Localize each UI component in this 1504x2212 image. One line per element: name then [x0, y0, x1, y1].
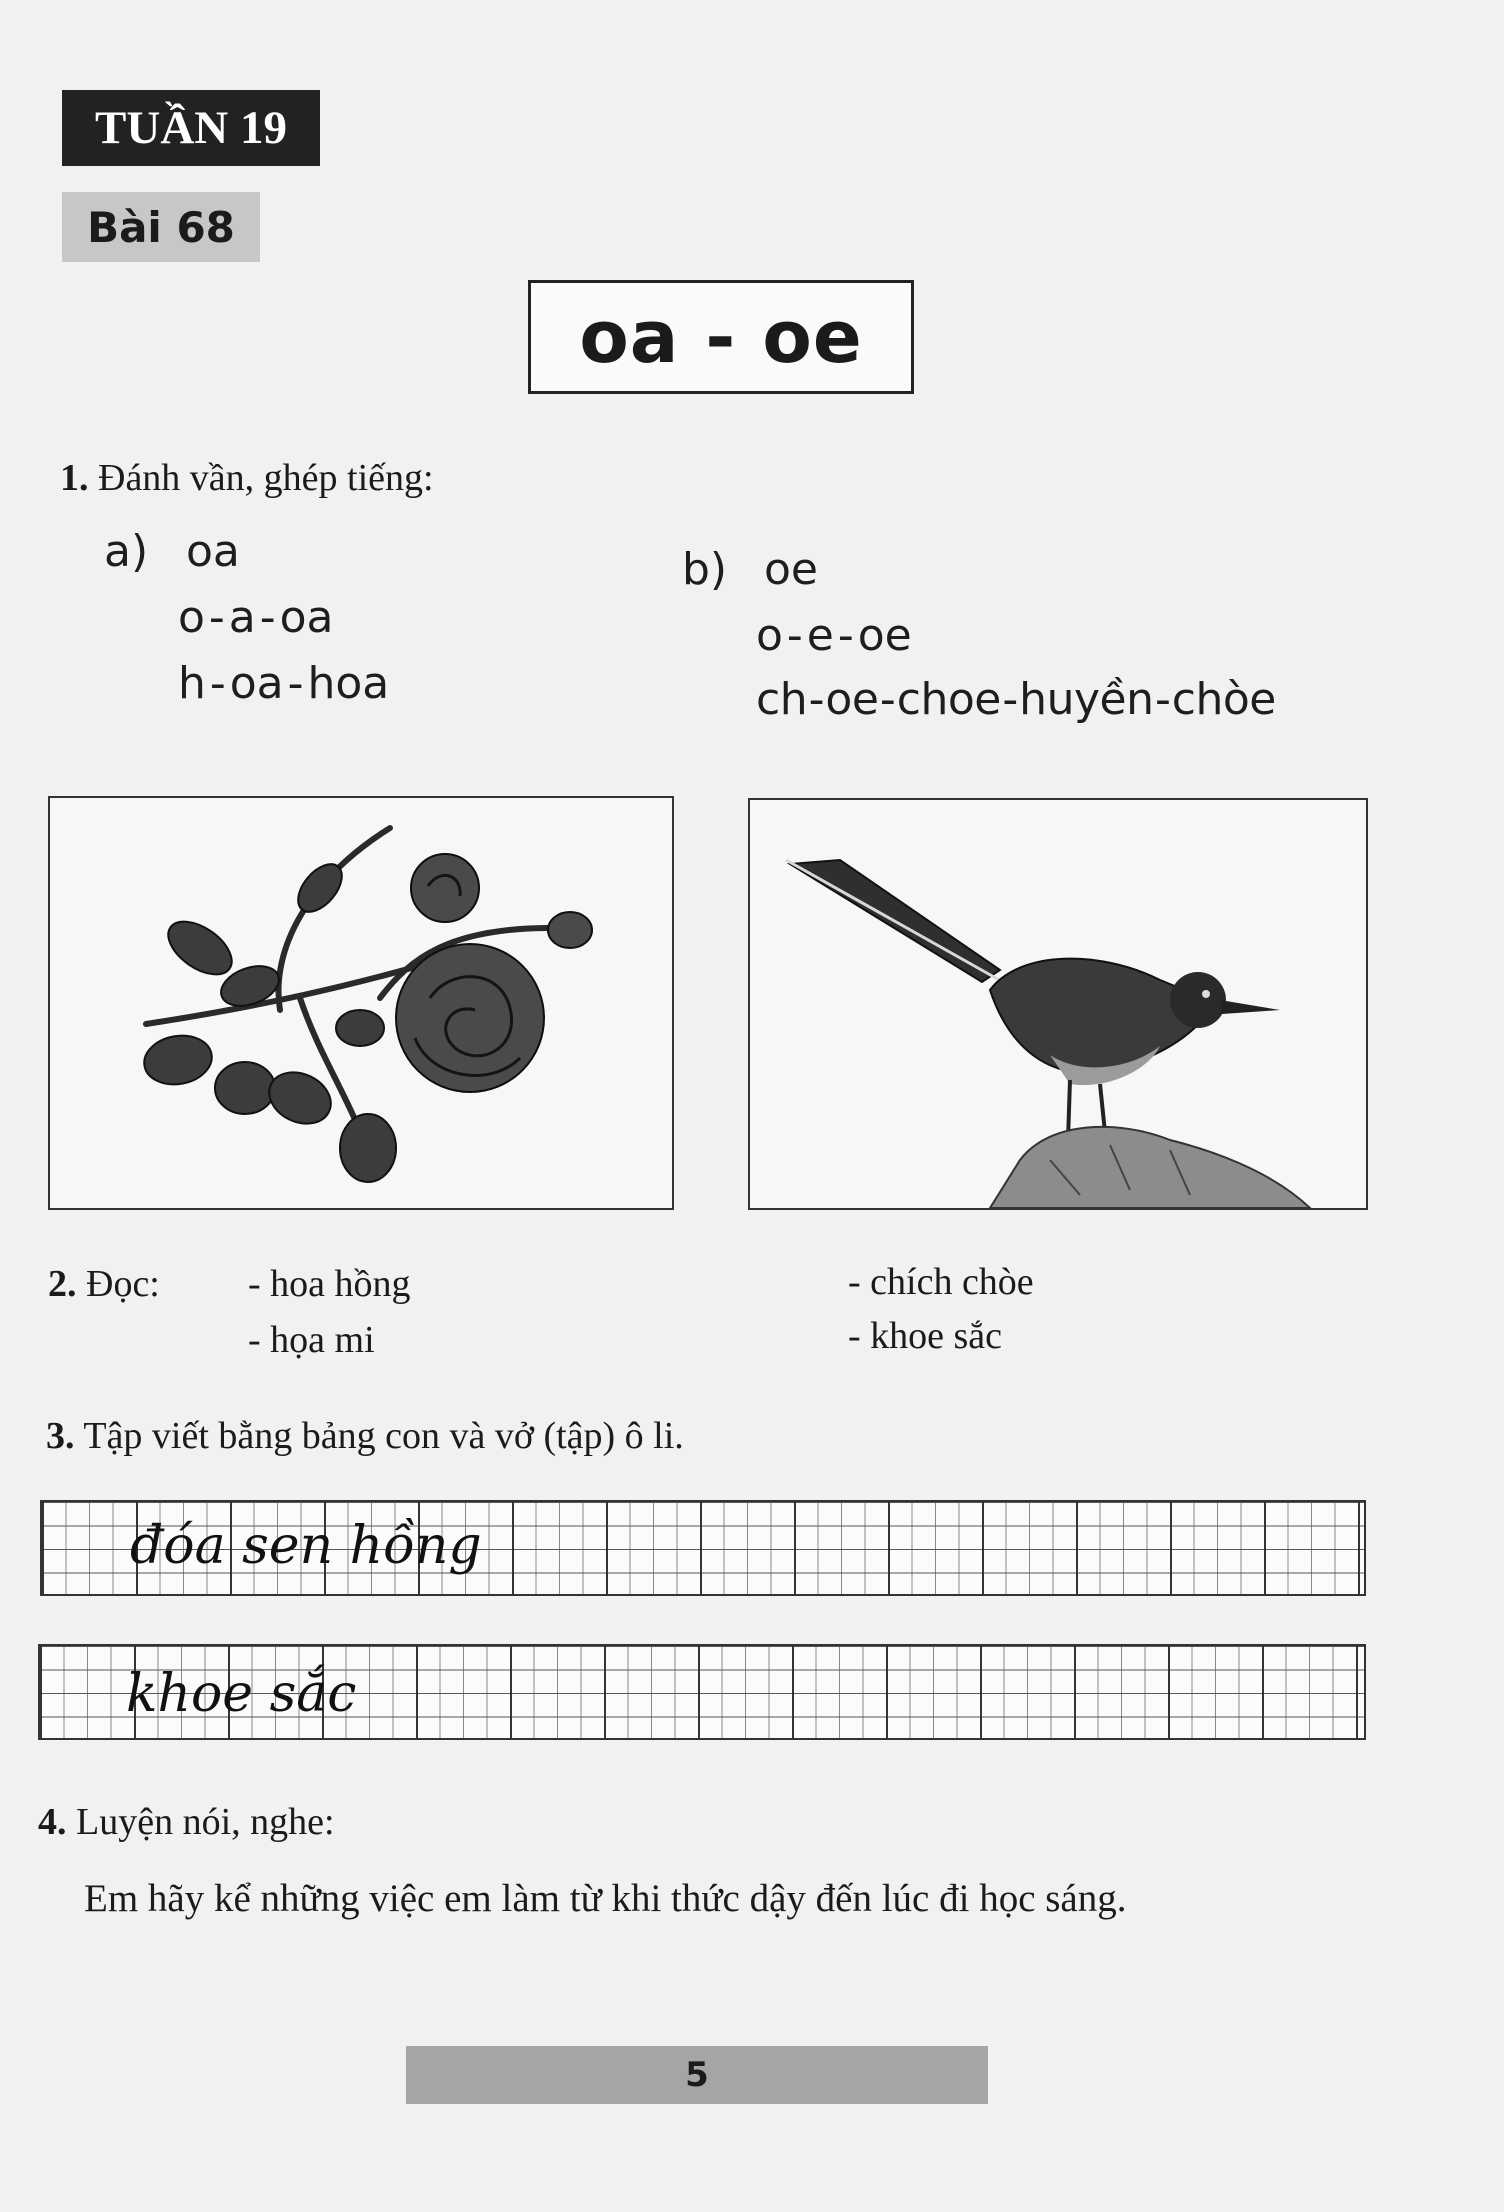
speaking-prompt: Em hãy kể những việc em làm từ khi thức dậy đến lúc đi học sáng.: [84, 1877, 1127, 1920]
section2-heading: [48, 1262, 160, 1306]
section1-heading: [60, 456, 434, 500]
part-a-line-2: h - oa - hoa: [178, 658, 390, 709]
section4-heading: [38, 1800, 335, 1844]
read-word-1: - hoa hồng: [248, 1263, 411, 1305]
part-b-line-2: ch - oe - choe - huyền - chòe: [756, 674, 1276, 725]
section3-number: 3.: [46, 1415, 75, 1457]
part-b-line-1: o - e - oe: [756, 610, 912, 661]
read-word-4: - khoe sắc: [848, 1315, 1003, 1357]
section4-title: Luyện nói, nghe:: [76, 1801, 335, 1843]
part-a-marker: a): [104, 526, 149, 577]
part-a-line-1: o - a - oa: [178, 592, 334, 643]
section2-number: 2.: [48, 1263, 77, 1305]
magpie-robin-icon: [750, 800, 1366, 1208]
lesson-label: Bài 68: [62, 192, 260, 262]
writing-grid-2: [38, 1644, 1366, 1740]
read-word-3: - chích chòe: [848, 1261, 1034, 1303]
writing-sample-2: khoe sắc: [126, 1664, 357, 1724]
part-a-rhyme: oa: [186, 526, 240, 577]
section3-title: Tập viết bằng bảng con và vở (tập) ô li.: [83, 1415, 684, 1457]
writing-sample-1: đóa sen hồng: [130, 1516, 482, 1576]
rose-icon: [50, 798, 672, 1208]
rhyme-title: oa - oe: [528, 280, 914, 394]
read-word-2: - họa mi: [248, 1319, 375, 1361]
week-label: TUẦN 19: [62, 90, 320, 166]
part-b-rhyme: oe: [764, 544, 818, 595]
writing-grid-1: [40, 1500, 1366, 1596]
page-number: 5: [406, 2046, 988, 2104]
section3-heading: [46, 1414, 684, 1458]
part-b-marker: b): [682, 544, 728, 595]
section1-number: 1.: [60, 457, 89, 499]
rose-image: [48, 796, 674, 1210]
section2-title: Đọc:: [86, 1263, 160, 1305]
section1-title: Đánh vần, ghép tiếng:: [98, 457, 434, 499]
section4-number: 4.: [38, 1801, 67, 1843]
bird-image: [748, 798, 1368, 1210]
